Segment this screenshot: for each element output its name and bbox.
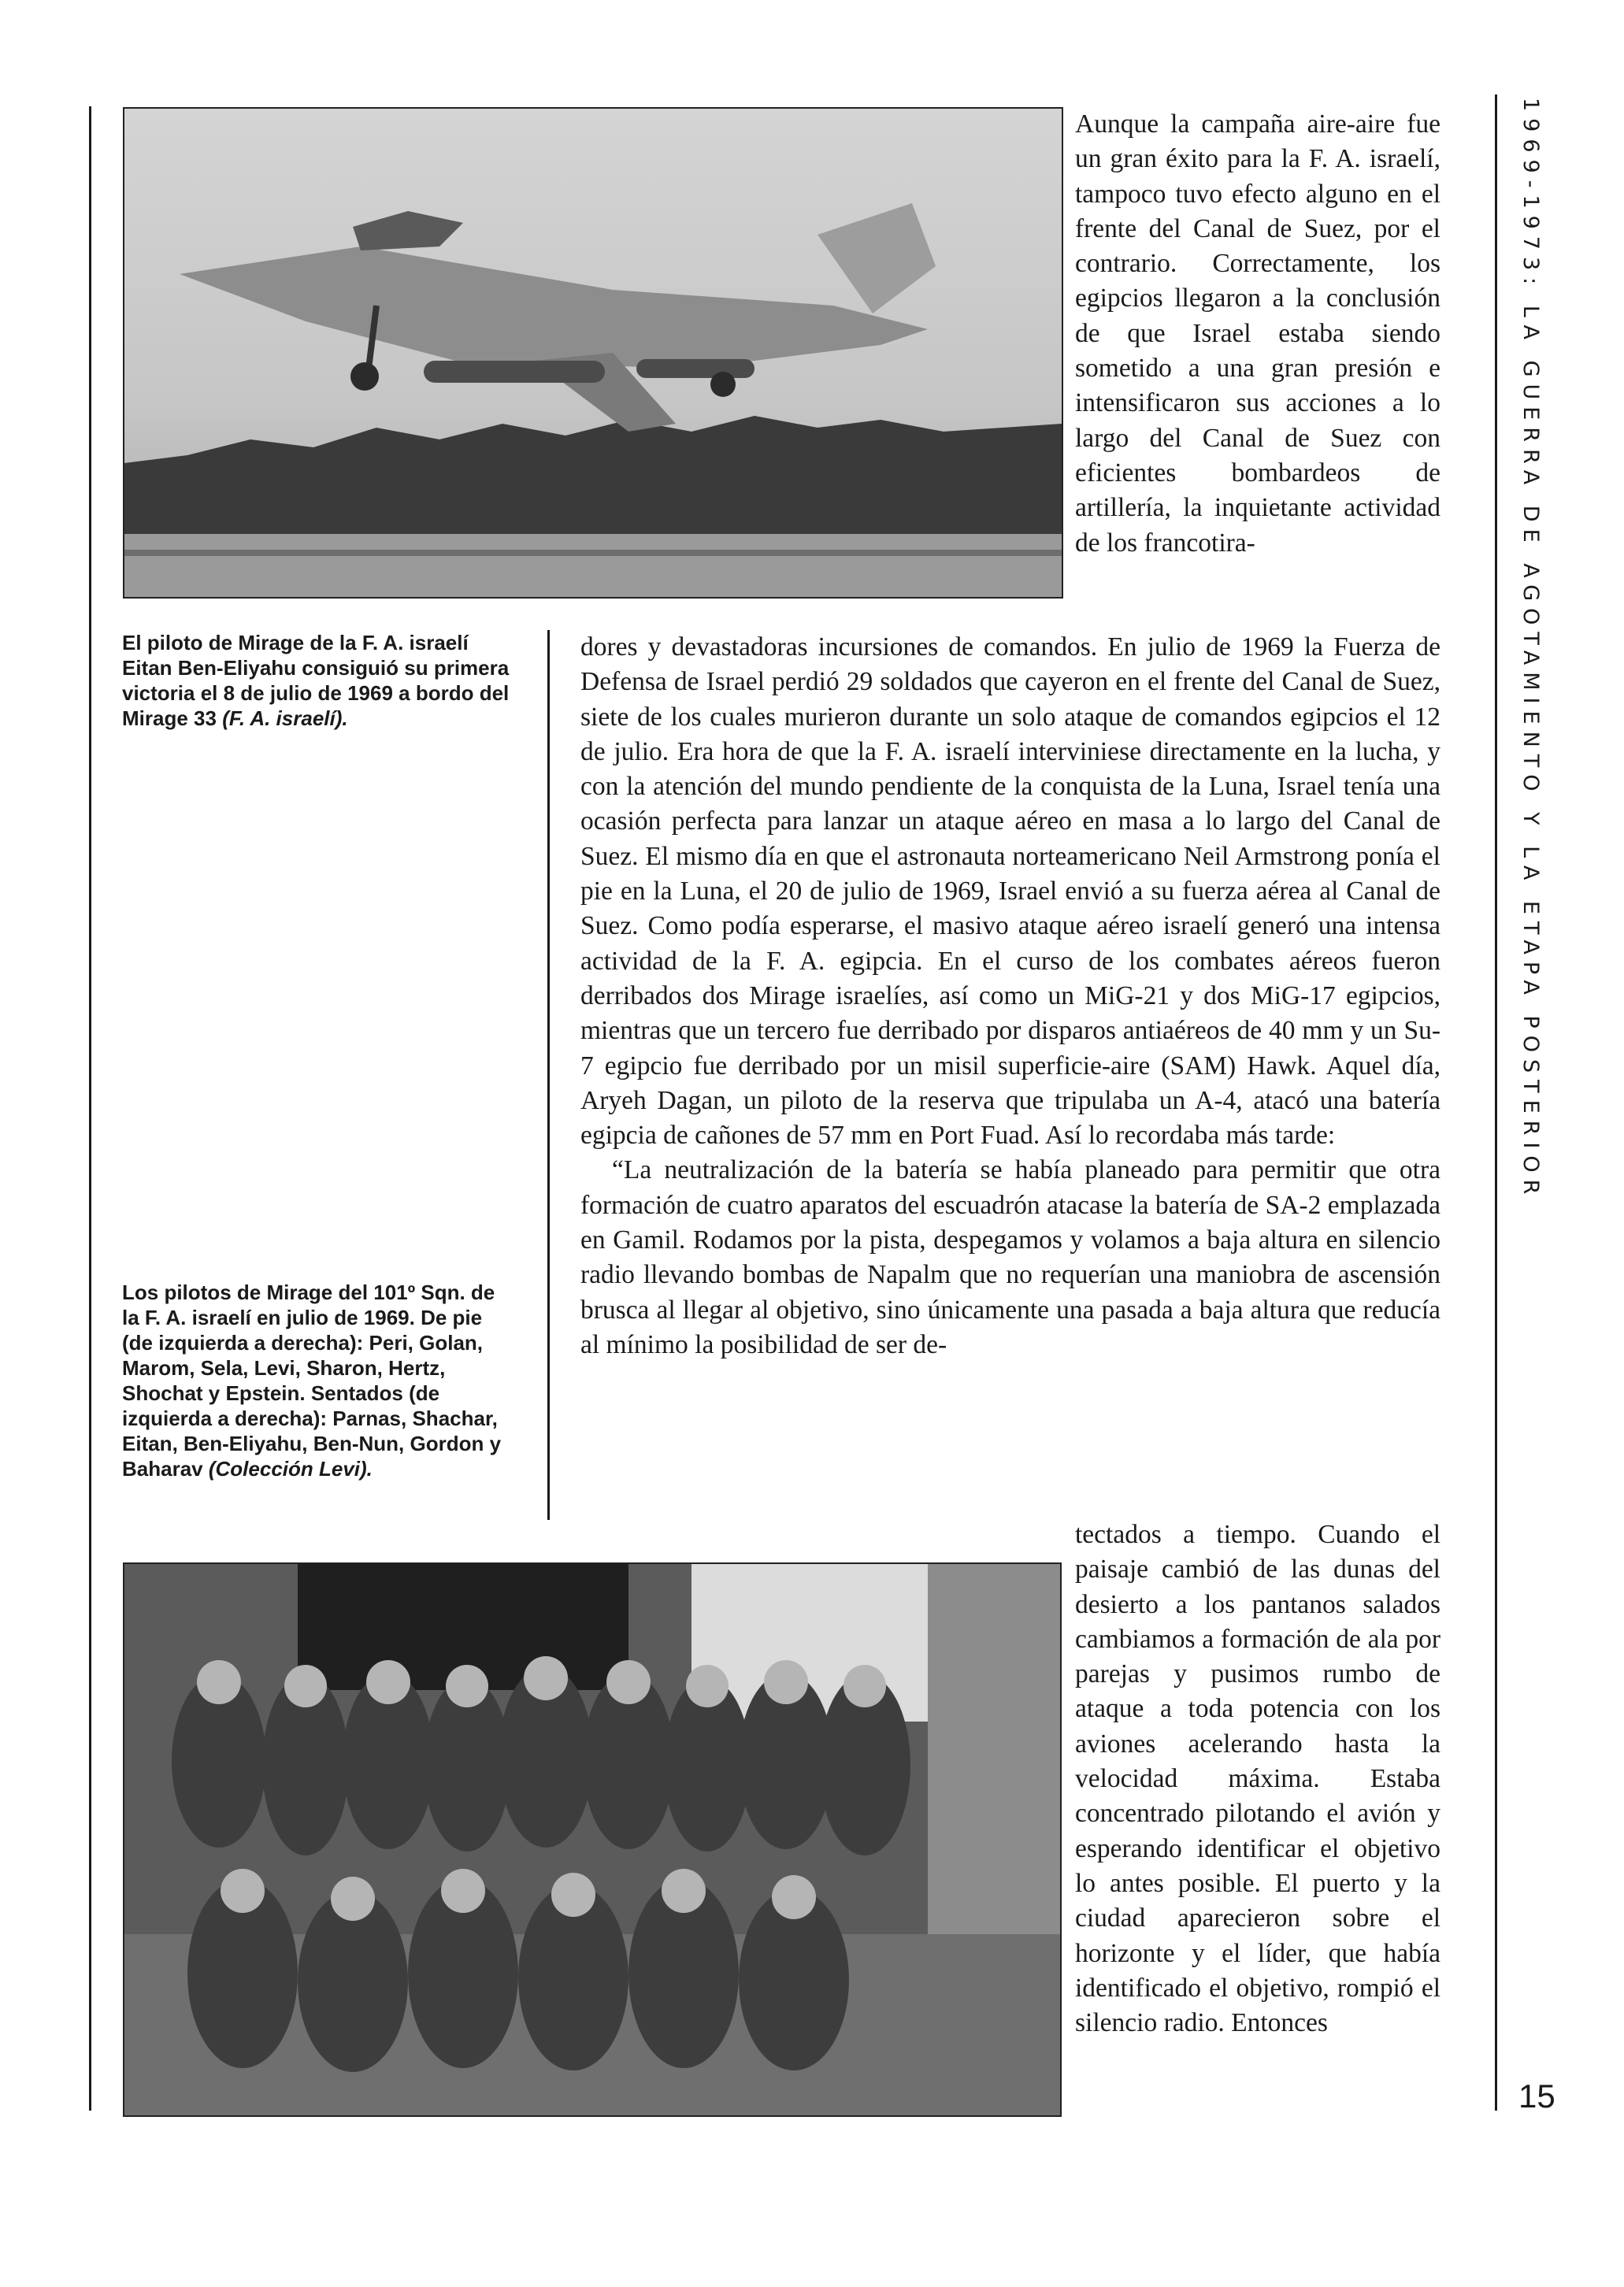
caption-column-rule	[547, 630, 550, 1520]
page-number: 15	[1518, 2078, 1555, 2115]
pilots-caption-credit: (Colección Levi).	[208, 1457, 373, 1481]
jet-photo-caption	[122, 630, 516, 731]
jet-caption-credit: (F. A. israelí).	[222, 706, 348, 730]
body-paragraph: Aunque la campaña aire-aire fue un gran éxito para la F. A. israelí, tampoco tuvo efecto alguno en el frente del Canal de Suez, por el contrario. Correctamente, los egipcios llegaron a la conclusión de que Israel estaba siendo sometido a una gran presión e intensificaron sus acciones a lo largo del Canal de Suez con eficientes bombardeos de artillería, la inquietante actividad de los francotira-	[1075, 109, 1440, 558]
pilots-group-photo	[123, 1562, 1062, 2117]
pilots-photo-caption	[122, 1280, 516, 1481]
jet-caption-text: El piloto de Mirage de la F. A. israelí Eitan Ben-Eliyahu consiguió su primera victoria el 8 de julio de 1969 a bordo del Mirage 33	[122, 631, 510, 730]
running-head-rule	[1495, 95, 1497, 2111]
left-margin-rule	[89, 106, 91, 2111]
mirage-jet-photo	[123, 107, 1063, 599]
body-paragraph: tectados a tiempo. Cuando el paisaje cambió de las dunas del desierto a los pantanos salados cambiamos a formación de ala por parejas y pusimos rumbo de ataque a toda potencia con los aviones acelerando hasta la velocidad máxima. Estaba concentrado pilotando el avión y esperando identificar el objetivo lo antes posible. El puerto y la ciudad aparecieron sobre el horizonte y el líder, que había identificado el objetivo, rompió el silencio radio. Entonces	[1075, 1520, 1440, 2038]
body-paragraph: dores y devastadoras incursiones de comandos. En julio de 1969 la Fuerza de Defensa de Israel perdió 29 soldados que cayeron en el frente del Canal de Suez, siete de los cuales murieron durante un solo ataque de comandos egipcios el 12 de julio. Era hora de que la F. A. israelí interviniese directamente en la lucha, y con la atención del mundo pendiente de la conquista de la Luna, Israel tenía una ocasión perfecta para lanzar un ataque aéreo en masa a lo largo del Canal de Suez. El mismo día en que el astronauta norteamericano Neil Armstrong ponía el pie en la Luna, el 20 de julio de 1969, Israel envió a su fuerza aérea al Canal de Suez. Como podía esperarse, el masivo ataque aéreo israelí generó una intensa actividad de la F. A. egipcia. En el curso de los combates aéreos fueron derribados dos Mirage israelíes, así como un MiG-21 y dos MiG-17 egipcios, mientras que un tercero fue derribado por disparos antiaéreos de 40 mm y un Su-7 egipcio fue derribado por un misil superficie-aire (SAM) Hawk. Aquel día, Aryeh Dagan, un piloto de la reserva que tripulaba un A-4, atacó una batería egipcia de cañones de 57 mm en Port Fuad. Así lo recordaba más tarde:	[580, 632, 1440, 1151]
pilots-group-illustration	[124, 1564, 1060, 2115]
mirage-jet-illustration	[124, 109, 1062, 597]
running-head: 1969-1973: LA GUERRA DE AGOTAMIENTO Y LA ETAPA POSTERIOR	[1518, 98, 1543, 1202]
body-column-top-right	[1075, 107, 1440, 561]
body-column-bottom-right	[1075, 1518, 1440, 2041]
quote-paragraph: “La neutralización de la batería se había planeado para permitir que otra formación de cuatro aparatos del escuadrón atacase la batería de SA-2 emplazada en Gamil. Rodamos por la pista, despegamos y volamos a baja altura en silencio radio llevando bombas de Napalm que no requerían una maniobra de ascensión brusca al llegar al objetivo, sino únicamente una pasada a baja altura que reducía al mínimo la posibilidad de ser de-	[580, 1155, 1440, 1359]
body-column-middle	[580, 630, 1440, 1362]
pilots-caption-text: Los pilotos de Mirage del 101º Sqn. de la F. A. israelí en julio de 1969. De pie (de izquierda a derecha): Peri, Golan, Marom, Sela, Levi, Sharon, Hertz, Shochat y Epstein. Sentados (de izquierda a derecha): Parnas, Shachar, Eitan, Ben-Eliyahu, Ben-Nun, Gordon y Baharav	[122, 1281, 502, 1481]
